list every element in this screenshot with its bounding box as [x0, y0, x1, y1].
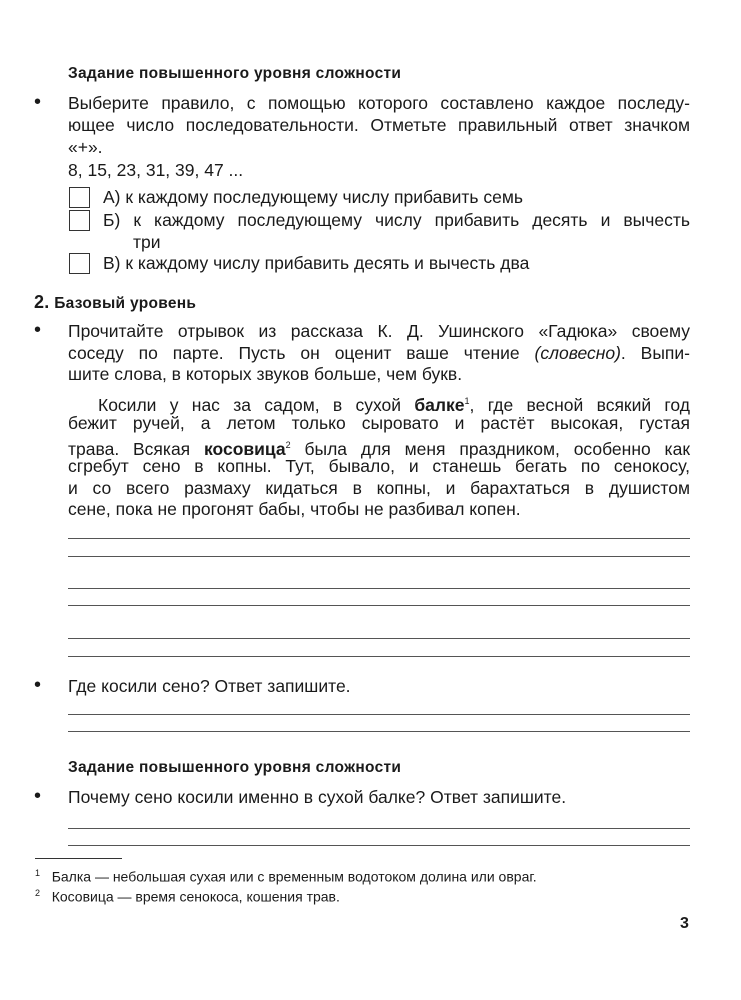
text: Косили у нас за садом, в сухой: [98, 394, 415, 415]
task-text: Выберите правило, с помощью которого составлено каждое последу-: [68, 93, 690, 113]
story-line: бежит ручей, а летом только сыровато и растёт высокая, густая: [68, 413, 690, 433]
answer-line[interactable]: [68, 714, 690, 715]
footnote-text: Балка — небольшая сухая или с временным водотоком долина или овраг.: [51, 868, 537, 885]
story-line: сгребут сено в копны. Тут, бывало, и станешь бегать по сенокосу,: [68, 456, 690, 476]
answer-line[interactable]: [68, 731, 690, 732]
answer-line[interactable]: [68, 638, 690, 639]
task-text: «+».: [68, 137, 103, 157]
answer-line[interactable]: [68, 845, 690, 846]
option-b: Б) к каждому последующему числу прибавить десять и вычесть: [103, 210, 690, 230]
text: , где весной всякий год: [469, 394, 690, 415]
text: . Выпи-: [620, 343, 690, 363]
answer-line[interactable]: [68, 656, 690, 657]
footnote-number: 2: [35, 888, 41, 898]
question: Почему сено косили именно в сухой балке? Ответ запишите.: [68, 787, 567, 807]
footnote-number: 1: [35, 868, 41, 878]
footnote-ref: 2: [285, 440, 291, 450]
sequence: 8, 15, 23, 31, 39, 47 ...: [68, 160, 244, 180]
footnote-ref: 1: [464, 396, 470, 406]
checkbox-a[interactable]: [69, 187, 90, 208]
story-line: сене, пока не прогонят бабы, чтобы не разбивал копен.: [68, 499, 521, 519]
bold-word: косовица: [204, 438, 286, 459]
instruction: [68, 343, 690, 363]
story-line: и со всего размаху кидаться в копны, и барахтаться в душистом: [68, 478, 690, 498]
answer-line[interactable]: [68, 588, 690, 589]
footnote-divider: [35, 858, 122, 859]
task-text: ющее число последовательности. Отметьте правильный ответ значком: [68, 115, 690, 135]
bullet: •: [34, 319, 42, 341]
footnote-2: [35, 885, 340, 905]
checkbox-c[interactable]: [69, 253, 90, 274]
bold-word: балке: [414, 394, 465, 415]
bullet: •: [34, 674, 42, 696]
italic-text: (словесно): [534, 343, 621, 363]
option-a: А) к каждому последующему числу прибавить семь: [103, 187, 524, 207]
text: была для меня праздником, особенно как: [290, 438, 690, 459]
question: Где косили сено? Ответ запишите.: [68, 676, 351, 696]
bullet: •: [34, 785, 42, 807]
bullet: •: [34, 91, 42, 113]
story-line: [98, 391, 690, 415]
text: соседу по парте. Пусть он оценит ваше чтение: [68, 343, 520, 363]
answer-line[interactable]: [68, 828, 690, 829]
page-number: 3: [680, 915, 689, 932]
option-c: В) к каждому числу прибавить десять и вычесть два: [103, 253, 530, 273]
answer-line[interactable]: [68, 538, 690, 539]
option-b-cont: три: [133, 232, 161, 252]
section-number: 2.: [34, 292, 50, 312]
instruction: Прочитайте отрывок из рассказа К. Д. Ушинского «Гадюка» своему: [68, 321, 690, 341]
checkbox-b[interactable]: [69, 210, 90, 231]
instruction: шите слова, в которых звуков больше, чем букв.: [68, 364, 463, 384]
section-title: [34, 292, 196, 314]
footnote-1: [35, 865, 537, 885]
answer-line[interactable]: [68, 605, 690, 606]
answer-line[interactable]: [68, 556, 690, 557]
task-heading: Задание повышенного уровня сложности: [68, 759, 402, 776]
section-name: Базовый уровень: [54, 295, 197, 312]
text: трава. Всякая: [68, 438, 204, 459]
footnote-text: Косовица — время сенокоса, кошения трав.: [51, 888, 340, 905]
task-heading: Задание повышенного уровня сложности: [68, 65, 402, 82]
